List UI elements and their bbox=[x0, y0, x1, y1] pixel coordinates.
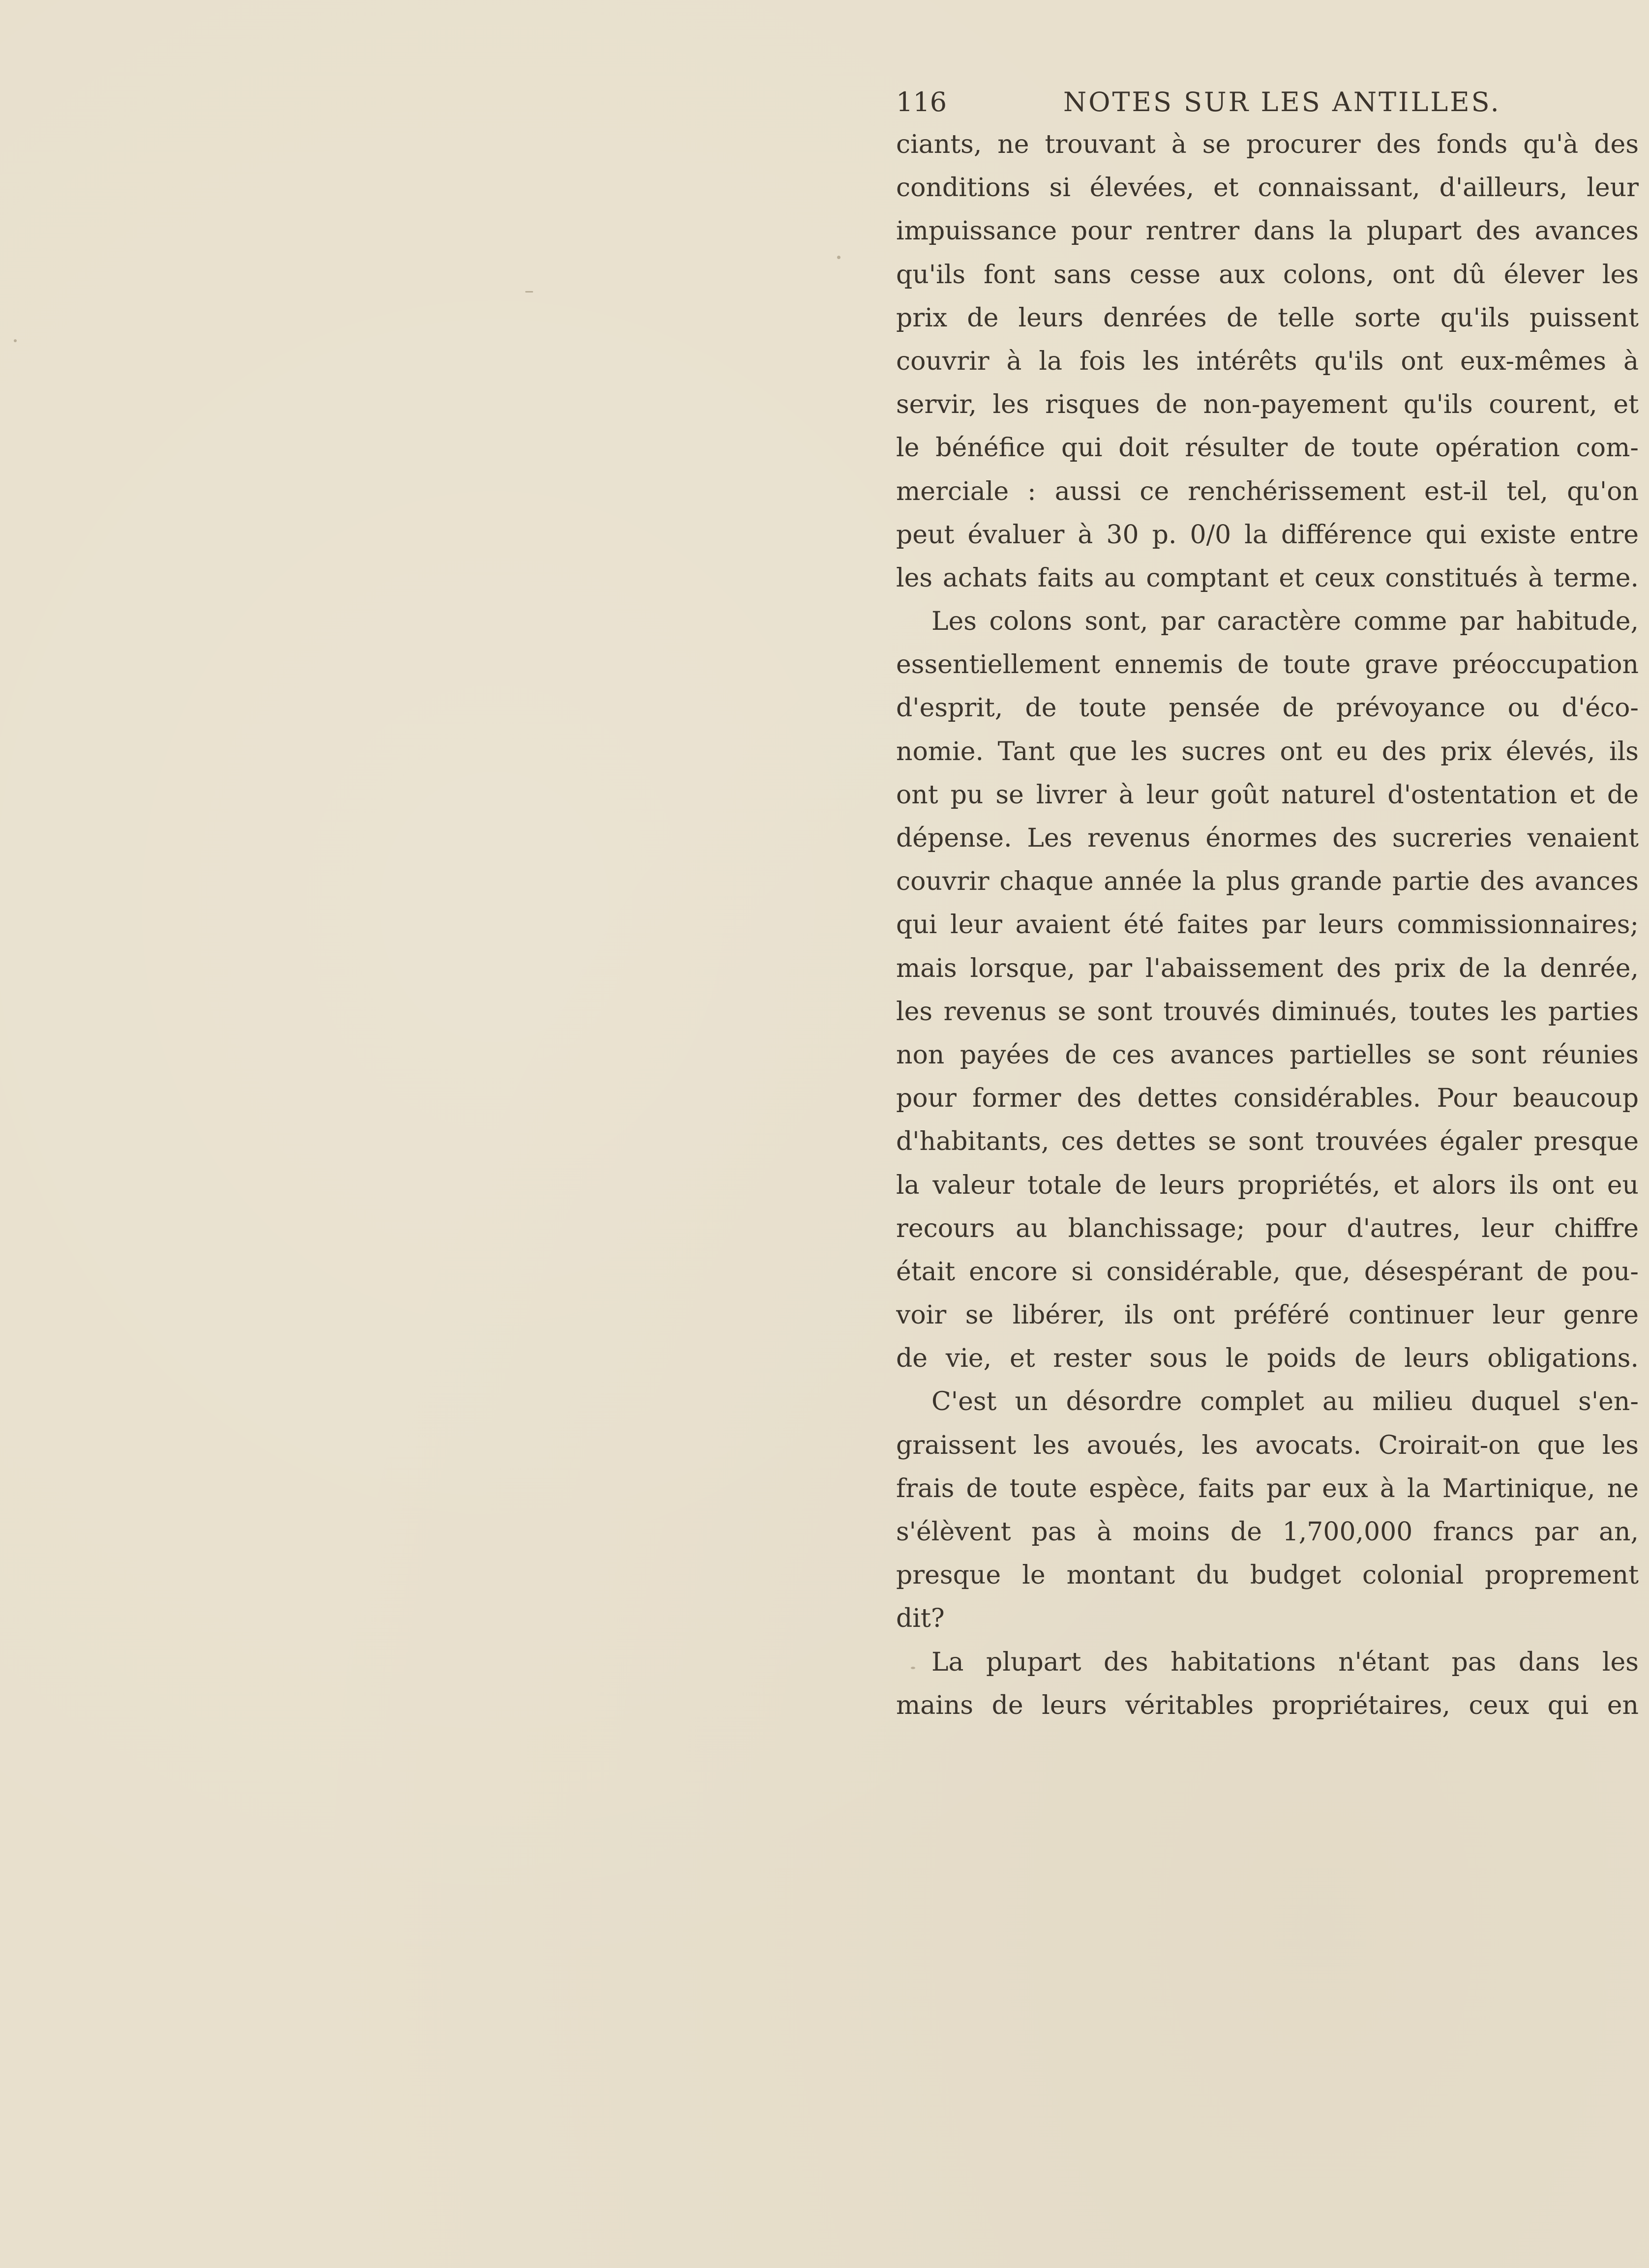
text-line: ciants, ne trouvant à se procurer des fonds qu'à des bbox=[896, 130, 1639, 159]
text-line: dépense. Les revenus énormes des sucreries venaient bbox=[896, 824, 1639, 853]
text-line: voir se libérer, ils ont préféré continuer leur genre bbox=[896, 1300, 1639, 1330]
text-line: le bénéfice qui doit résulter de toute opération com- bbox=[896, 433, 1639, 463]
text-line: nomie. Tant que les sucres ont eu des prix élevés, ils bbox=[896, 736, 1639, 766]
text-line: prix de leurs denrées de telle sorte qu'ils puissent bbox=[896, 303, 1639, 333]
text-line: de vie, et rester sous le poids de leurs obligations. bbox=[896, 1344, 1639, 1374]
paragraph-1 bbox=[896, 123, 1639, 600]
running-title: NOTES SUR LES ANTILLES. bbox=[1063, 87, 1501, 118]
page-number: 116 bbox=[896, 87, 947, 118]
text-line: graissent les avoués, les avocats. Croirait-on que les bbox=[896, 1430, 1639, 1460]
text-line: non payées de ces avances partielles se sont réunies bbox=[896, 1040, 1639, 1070]
text-line: mains de leurs véritables propriétaires, ceux qui en bbox=[896, 1690, 1639, 1720]
text-line: mais lorsque, par l'abaissement des prix de la denrée, bbox=[896, 953, 1639, 983]
text-line: conditions si élevées, et connaissant, d'ailleurs, leur bbox=[896, 173, 1639, 203]
text-line: frais de toute espèce, faits par eux à la Martinique, ne bbox=[896, 1473, 1639, 1503]
text-line: recours au blanchissage; pour d'autres, leur chiffre bbox=[896, 1213, 1639, 1243]
text-line: merciale : aussi ce renchérissement est-il tel, qu'on bbox=[896, 476, 1639, 506]
paragraph-2 bbox=[896, 600, 1639, 1380]
text-line: qu'ils font sans cesse aux colons, ont dû élever les bbox=[896, 260, 1639, 290]
text-line: impuissance pour rentrer dans la plupart des avances bbox=[896, 216, 1639, 246]
text-line: ont pu se livrer à leur goût naturel d'ostentation et de bbox=[896, 780, 1639, 810]
text-line: s'élèvent pas à moins de 1,700,000 francs par an, bbox=[896, 1517, 1639, 1547]
text-line: les achats faits au comptant et ceux constitués à terme. bbox=[896, 563, 1639, 593]
text-line: d'esprit, de toute pensée de prévoyance ou d'éco- bbox=[896, 693, 1639, 723]
text-line: Les colons sont, par caractère comme par habitude, bbox=[931, 607, 1639, 637]
text-line: était encore si considérable, que, désespérant de pou- bbox=[896, 1257, 1639, 1287]
paragraph-4 bbox=[896, 1641, 1639, 1727]
text-line: couvrir chaque année la plus grande partie des avances bbox=[896, 867, 1639, 897]
page-text bbox=[896, 85, 1639, 1727]
text-line: la valeur totale de leurs propriétés, et alors ils ont eu bbox=[896, 1170, 1639, 1200]
text-line: C'est un désordre complet au milieu duquel s'en- bbox=[931, 1387, 1639, 1417]
paper-speck bbox=[14, 339, 17, 342]
text-line: dit? bbox=[896, 1604, 945, 1634]
text-line: essentiellement ennemis de toute grave préoccupation bbox=[896, 650, 1639, 680]
text-line: pour former des dettes considérables. Pour beaucoup bbox=[896, 1084, 1639, 1114]
text-line: couvrir à la fois les intérêts qu'ils ont eux-mêmes à bbox=[896, 346, 1639, 376]
running-head bbox=[896, 85, 1639, 120]
text-line: d'habitants, ces dettes se sont trouvées égaler presque bbox=[896, 1127, 1639, 1157]
paper-speck bbox=[837, 256, 840, 259]
text-line: servir, les risques de non-payement qu'ils courent, et bbox=[896, 390, 1639, 420]
text-line: peut évaluer à 30 p. 0/0 la différence qui existe entre bbox=[896, 520, 1639, 550]
paragraph-3 bbox=[896, 1380, 1639, 1640]
paper-speck bbox=[525, 291, 533, 293]
text-line: presque le montant du budget colonial proprement bbox=[896, 1561, 1639, 1591]
text-line: les revenus se sont trouvés diminués, toutes les parties bbox=[896, 997, 1639, 1027]
text-line: qui leur avaient été faites par leurs commissionnaires; bbox=[896, 910, 1639, 940]
text-line: La plupart des habitations n'étant pas dans les bbox=[931, 1647, 1639, 1677]
